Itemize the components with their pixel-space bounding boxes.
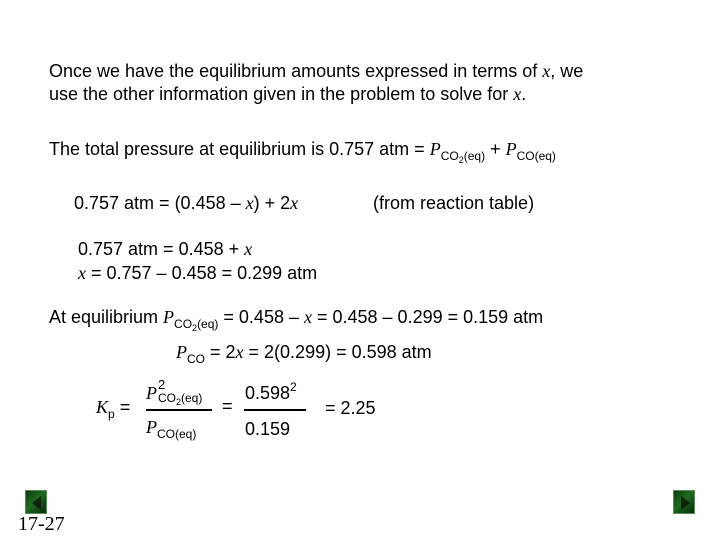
- intro-line-1: Once we have the equilibrium amounts expressed in terms of x, we: [49, 61, 584, 81]
- kp-equals: =: [222, 396, 233, 416]
- equation-2: 0.757 atm = 0.458 + x: [78, 239, 253, 259]
- kp-numeric-numerator: 0.598$^2$: [245, 380, 297, 403]
- total-pressure-line: The total pressure at equilibrium is 0.757 atm = $P_{CO_2(eq)} + P_{CO(eq)}$: [49, 139, 556, 165]
- nav-forward-button[interactable]: [673, 490, 695, 514]
- kp-numerator: P 2 $CO_2(eq)$: [146, 377, 203, 407]
- nav-back-icon: [26, 491, 48, 515]
- kp-numeric-denominator: 0.159: [245, 419, 291, 439]
- equation-5: $P_{CO} = 2x = 2(0.299) = 0.598$ atm: [176, 342, 432, 366]
- nav-back-button[interactable]: [25, 490, 47, 514]
- kp-label: $K_p$ =: [96, 397, 131, 421]
- kp-denominator: $P_{CO(eq)}$: [146, 417, 197, 441]
- kp-numeric-fraction-bar: [244, 409, 306, 411]
- nav-forward-icon: [674, 491, 696, 515]
- kp-result: = 2.25: [325, 398, 376, 418]
- kp-fraction-bar: [146, 409, 212, 411]
- equation-4: At equilibrium $P_{CO_2(eq)} = 0.458 - x = 0.458 - 0.299 = 0.159$ atm: [49, 307, 544, 333]
- intro-line-2: use the other information given in the problem to solve for x.: [49, 84, 527, 104]
- equation-1: 0.757 atm = (0.458 – x) + 2x: [74, 193, 299, 213]
- slide-number: 17-27: [18, 513, 65, 535]
- equation-3: x = 0.757 – 0.458 = 0.299 atm: [78, 263, 318, 283]
- equation-1-note: (from reaction table): [373, 193, 535, 213]
- pco2-subscript: CO2(eq): [440, 149, 486, 165]
